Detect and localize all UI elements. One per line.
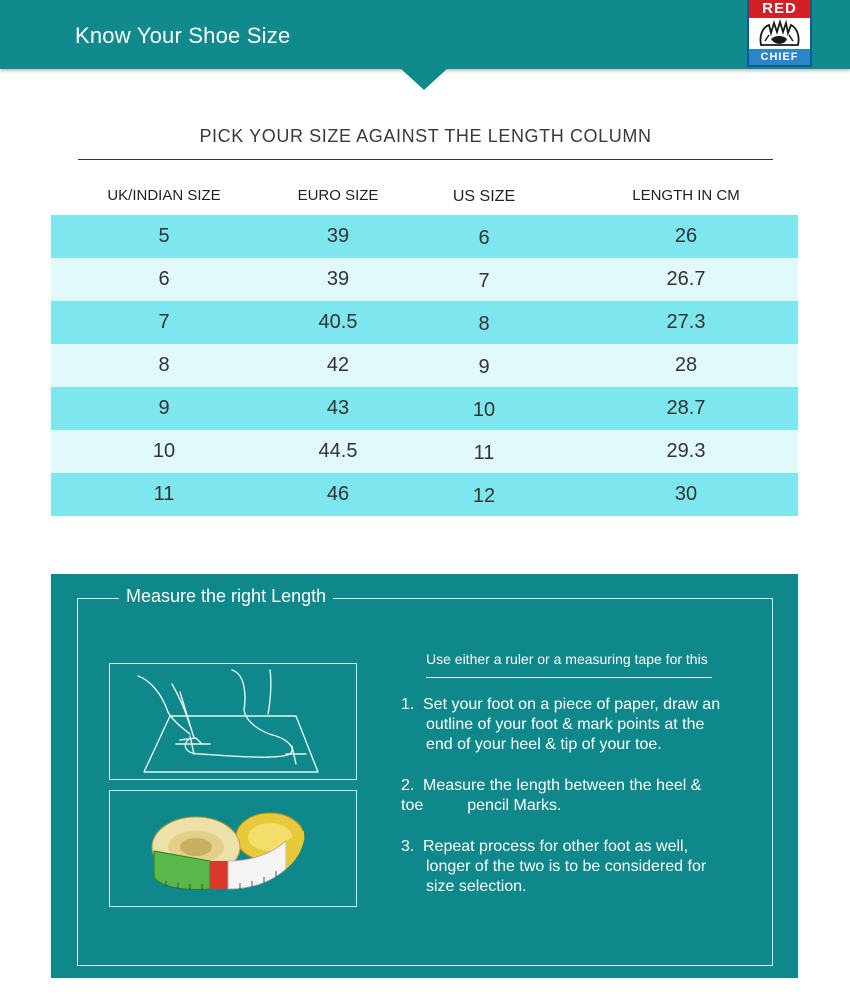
step-2 xyxy=(401,776,751,816)
cell-us-size: 7 xyxy=(478,270,490,292)
cell-uk-size: 6 xyxy=(158,268,170,290)
step-text: size selection. xyxy=(426,878,527,895)
logo-top-text: RED xyxy=(749,0,810,18)
table-row xyxy=(51,430,798,473)
measure-section xyxy=(51,574,798,978)
cell-uk-size: 7 xyxy=(158,311,170,333)
cell-length: 28.7 xyxy=(666,397,706,419)
page-title: Know Your Shoe Size xyxy=(75,23,291,48)
step-text: toe xyxy=(401,797,424,814)
heading-divider xyxy=(78,159,773,160)
step-number: 1. xyxy=(401,696,415,713)
header-bar xyxy=(0,0,850,69)
cell-us-size: 9 xyxy=(478,356,490,378)
step-number: 3. xyxy=(401,838,415,855)
table-row xyxy=(51,387,798,430)
cell-euro-size: 39 xyxy=(326,225,350,247)
foot-tracing-illustration xyxy=(109,663,357,780)
step-text: longer of the two is to be considered for xyxy=(426,858,707,875)
column-header-length-cm: LENGTH IN CM xyxy=(632,187,740,204)
column-header-uk-indian-size: UK/INDIAN SIZE xyxy=(107,187,221,204)
cell-uk-size: 11 xyxy=(153,483,175,505)
table-instruction-heading: PICK YOUR SIZE AGAINST THE LENGTH COLUMN xyxy=(199,126,652,146)
cell-uk-size: 8 xyxy=(158,354,170,376)
table-row xyxy=(51,215,798,258)
cell-length: 30 xyxy=(674,483,698,505)
cell-us-size: 8 xyxy=(478,313,490,335)
cell-uk-size: 10 xyxy=(152,440,176,462)
cell-uk-size: 9 xyxy=(158,397,170,419)
foot-tracing-icon xyxy=(110,664,356,779)
cell-us-size: 6 xyxy=(478,227,490,249)
step-number: 2. xyxy=(401,777,415,794)
cell-euro-size: 43 xyxy=(326,397,350,419)
instruction-heading: Use either a ruler or a measuring tape for this xyxy=(426,651,712,678)
table-row xyxy=(51,258,798,301)
step-1 xyxy=(401,695,751,755)
step-text: outline of your foot & mark points at the xyxy=(426,716,705,733)
cell-us-size: 10 xyxy=(472,399,496,421)
step-text: end of your heel & tip of your toe. xyxy=(426,736,662,753)
step-text: pencil Marks. xyxy=(467,797,562,814)
cell-length: 27.3 xyxy=(666,311,706,333)
step-text: Measure the length between the heel & xyxy=(423,777,702,794)
measuring-tape-illustration xyxy=(109,790,357,907)
column-header-us-size: US SIZE xyxy=(452,188,516,205)
table-row xyxy=(51,344,798,387)
cell-length: 26.7 xyxy=(666,268,706,290)
cell-euro-size: 40.5 xyxy=(318,311,358,333)
step-3 xyxy=(401,837,751,897)
column-header-euro-size: EURO SIZE xyxy=(297,187,379,204)
measuring-tape-icon xyxy=(110,791,356,906)
indian-chief-headdress-icon xyxy=(753,19,806,49)
cell-euro-size: 42 xyxy=(326,354,350,376)
table-row xyxy=(51,473,798,516)
step-text: Set your foot on a piece of paper, draw an xyxy=(423,696,721,713)
cell-uk-size: 5 xyxy=(158,225,170,247)
step-text: Repeat process for other foot as well, xyxy=(423,838,689,855)
cell-us-size: 12 xyxy=(472,485,496,507)
measure-title: Measure the right Length xyxy=(119,586,333,607)
cell-euro-size: 39 xyxy=(326,268,350,290)
table-row xyxy=(51,301,798,344)
step-text-line xyxy=(401,796,751,816)
cell-euro-size: 44.5 xyxy=(318,440,358,462)
cell-us-size: 11 xyxy=(473,442,495,464)
cell-length: 26 xyxy=(674,225,698,247)
header-pointer xyxy=(400,68,448,90)
logo-bottom-text: CHIEF xyxy=(749,49,810,65)
brand-logo xyxy=(747,0,812,67)
cell-length: 28 xyxy=(674,354,698,376)
cell-length: 29.3 xyxy=(666,440,706,462)
cell-euro-size: 46 xyxy=(326,483,350,505)
